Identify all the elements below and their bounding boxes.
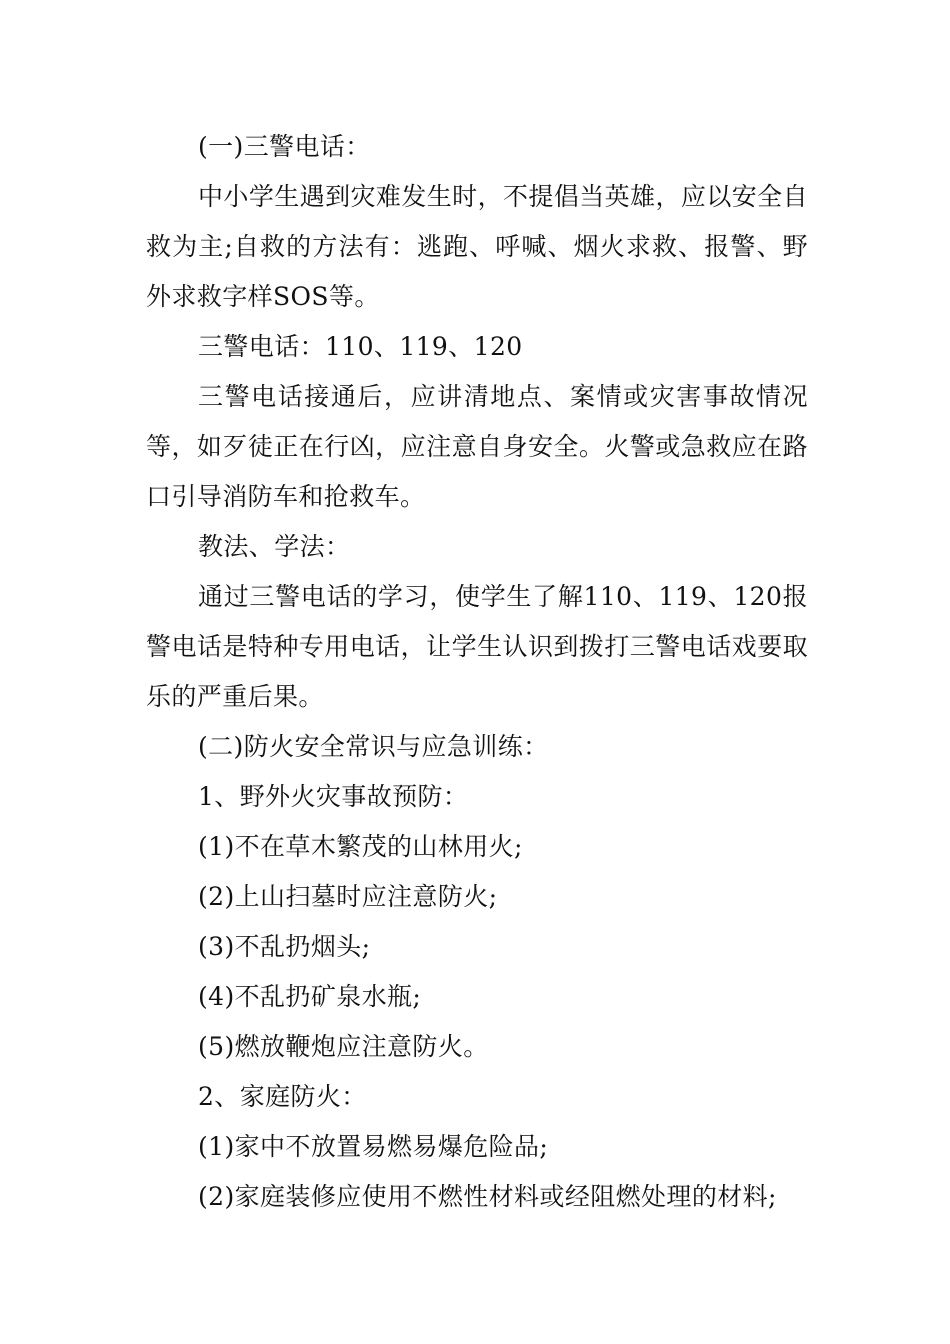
list-item: (4)不乱扔矿泉水瓶; xyxy=(198,982,422,1011)
list-item: (2)上山扫墓时应注意防火; xyxy=(198,882,498,911)
section-heading-fire-safety: (二)防火安全常识与应急训练： xyxy=(198,732,549,761)
subheading-teaching-method: 教法、学法： xyxy=(198,532,351,561)
subheading-home-fire: 2、家庭防火： xyxy=(198,1082,367,1111)
paragraph-self-rescue: 中小学生遇到灾难发生时，不提倡当英雄，应以安全自救为主;自救的方法有：逃跑、呼喊、烟火求救、报警、野外求救字样SOS等。 xyxy=(146,182,808,311)
list-item: (3)不乱扔烟头; xyxy=(198,932,371,961)
list-item: (1)不在草木繁茂的山林用火; xyxy=(198,832,523,861)
paragraph-call-guidance: 三警电话接通后，应讲清地点、案情或灾害事故情况等，如歹徒正在行凶，应注意自身安全。火警或急救应在路口引导消防车和抢救车。 xyxy=(146,382,808,511)
document-body xyxy=(146,122,808,1222)
list-item: (5)燃放鞭炮应注意防火。 xyxy=(198,1032,489,1061)
list-item: (1)家中不放置易燃易爆危险品; xyxy=(198,1132,549,1161)
section-heading-emergency-numbers: (一)三警电话： xyxy=(198,132,371,161)
subheading-outdoor-fire: 1、野外火灾事故预防： xyxy=(198,782,469,811)
paragraph-teaching-goal: 通过三警电话的学习，使学生了解110、119、120报警电话是特种专用电话，让学生认识到拨打三警电话戏要取乐的严重后果。 xyxy=(146,582,808,711)
paragraph-emergency-numbers: 三警电话：110、119、120 xyxy=(198,332,523,361)
list-item: (2)家庭装修应使用不燃性材料或经阻燃处理的材料; xyxy=(198,1182,777,1211)
